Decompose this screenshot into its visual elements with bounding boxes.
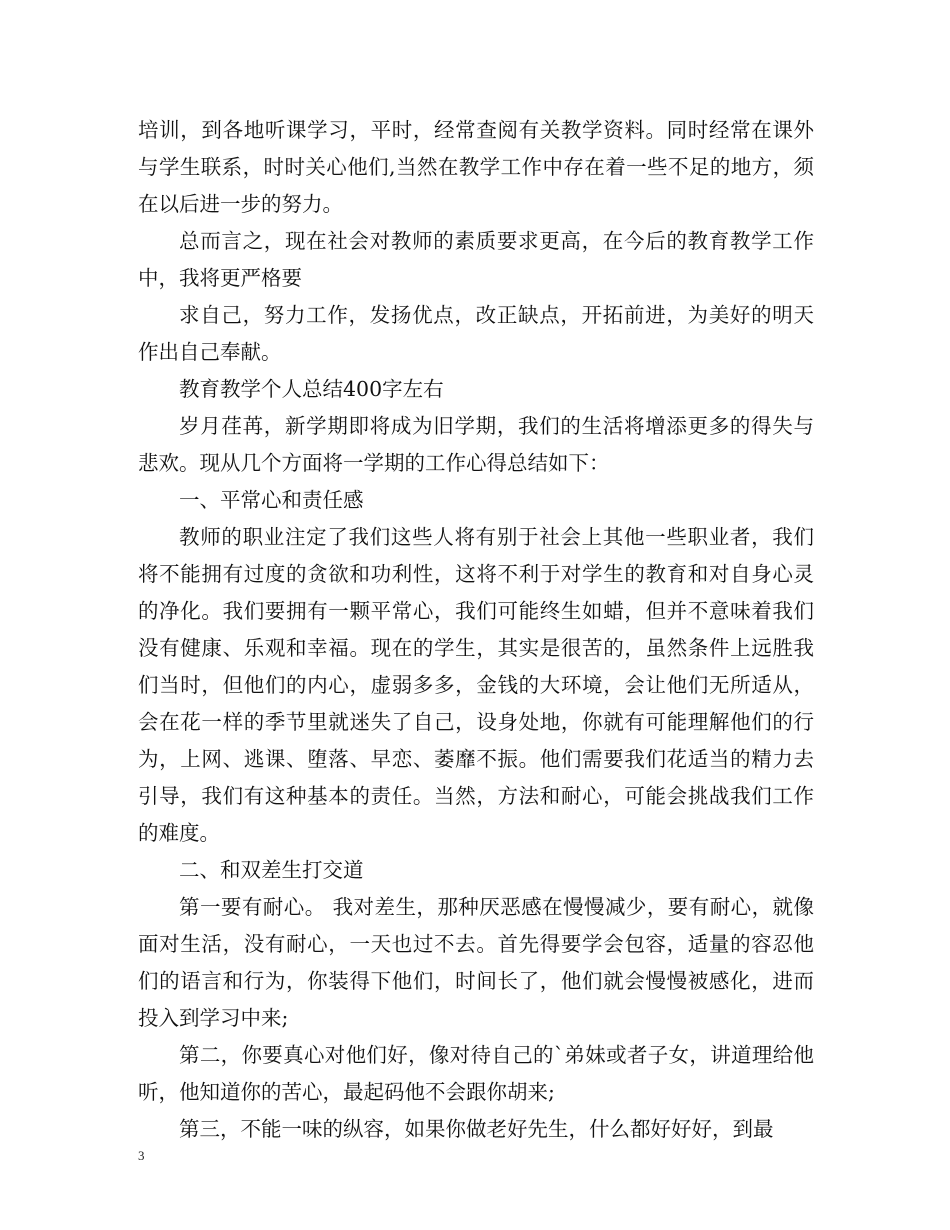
paragraph-10: 第二，你要真心对他们好，像对待自己的`弟妹或者子女，讲道理给他听，他知道你的苦心，最起码他不会跟你胡来; [138, 1043, 814, 1104]
section-heading-2: 二、和双差生打交道 [179, 858, 364, 882]
paragraph-7: 教师的职业注定了我们这些人将有别于社会上其他一些职业者，我们将不能拥有过度的贪欲和功利性，这将不利于对学生的教育和对自身心灵的净化。我们要拥有一颗平常心，我们可能终生如蜡，但并不意味着我们没有健康、乐观和幸福。现在的学生，其实是很苦的，虽然条件上远胜我们当时，但他们的内心，虚弱多多，金钱的大环境，会让他们无所适从，会在花一样的季节里就迷失了自己，设身处地，你就有可能理解他们的行为，上网、逃课、堕落、早恋、萎靡不振。他们需要我们花适当的精力去引导，我们有这种基本的责任。当然，方法和耐心，可能会挑战我们工作的难度。 [138, 525, 814, 845]
paragraph-1: 培训，到各地听课学习，平时，经常查阅有关教学资料。同时经常在课外与学生联系，时时关心他们,当然在教学工作中存在着一些不足的地方，须在以后进一步的努力。 [138, 118, 814, 216]
paragraph-2: 总而言之，现在社会对教师的素质要求更高，在今后的教育教学工作中，我将更严格要 [138, 229, 814, 290]
document-body [138, 112, 814, 1148]
section-heading-1: 一、平常心和责任感 [179, 488, 364, 512]
paragraph-11: 第三，不能一味的纵容，如果你做老好先生，什么都好好好，到最 [179, 1117, 774, 1141]
paragraph-3: 求自己，努力工作，发扬优点，改正缺点，开拓前进，为美好的明天作出自己奉献。 [138, 303, 814, 364]
paragraph-9: 第一要有耐心。 我对差生，那种厌恶感在慢慢减少，要有耐心，就像面对生活，没有耐心，一天也过不去。首先得要学会包容，适量的容忍他们的语言和行为，你装得下他们，时间长了，他们就会慢慢被感化，进而投入到学习中来; [138, 895, 814, 1030]
page-number: 3 [138, 1148, 145, 1163]
paragraph-5: 岁月荏苒，新学期即将成为旧学期，我们的生活将增添更多的得失与悲欢。现从几个方面将一学期的工作心得总结如下： [138, 414, 814, 475]
section-heading-summary: 教育教学个人总结400字左右 [179, 377, 444, 401]
